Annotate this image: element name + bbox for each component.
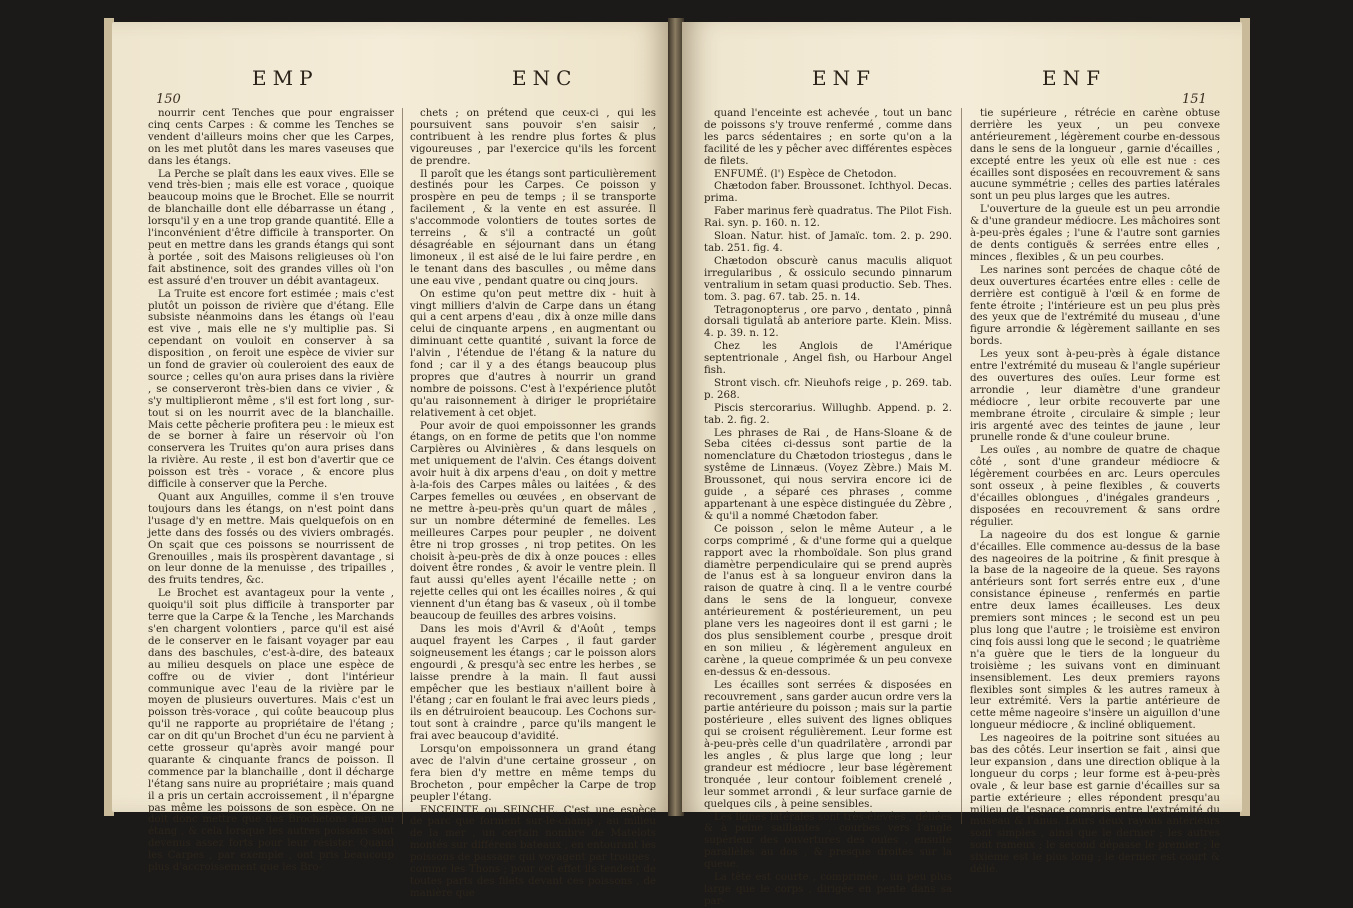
paragraph: Ce poisson , selon le même Auteur , a le corps comprimé , & d'une forme qui a quelque rapport avec la rhomboïdale. Son plus grand diamètre perpendiculaire qui se prend auprès de l'anus est à sa longueur environ dans la raison de quatre à cinq. Il a le ventre courbé dans le sens de la longueur, convexe antérieurement & postérieurement, un peu plane vers les nageoires dont il est garni ; le dos plus sensiblement courbe , presque droit en son milieu , & légèrement anguleux en carène , la queue comprimée & un peu convexe en-dessus & en-dessous. <box>704 523 952 678</box>
paragraph: Le Brochet est avantageux pour la vente , quoiqu'il soit plus difficile à transporter par terre que la Carpe & la Tenche , les Marchands s'en chargent volontiers , parce qu'il est aisé de le conserver en le faisant voyager par eau dans des baschules, c'est-à-dire, des bateaux au milieu desquels on place une espèce de coffre ou de vivier , dont l'intérieur communique avec l'eau de la rivière par le moyen de plusieurs ouvertures. Mais c'est un poisson très-vorace , qui coûte beaucoup plus qu'il ne rapporte au propriétaire de l'étang ; car on dit qu'un Brochet d'un écu ne parvient à cette grosseur qu'après avoir mangé pour quarante & cinquante francs de poisson. Il commence par la blanchaille , dont il décharge l'étang sans nuire au propriétaire ; mais quand il a pris un certain accroissement , il n'épargne pas même les poissons de son espèce. On ne doit donc mettre que des Brochetons dans un étang , & cela lorsque les autres poissons sont devenus assez forts pour leur résister. Quand les Carpes , par exemple , ont pris beaucoup plus d'accroissement que les Bro- <box>148 588 394 874</box>
paragraph: Les phrases de Rai , de Hans-Sloane & de Seba citées ci-dessus sont partie de la nomenclature du Chætodon triostegus , dans le systême de Linnæus. (Voyez Zèbre.) Mais M. Broussonet, qui nous servira encore ici de guide , a séparé ces phrases , comme appartenant à une espèce distinguée du Zèbre , & qu'il a nommé Chætodon faber. <box>704 427 952 522</box>
paragraph: Sloan. Natur. hist. of Jamaïc. tom. 2. p. 290. tab. 251. fig. 4. <box>704 231 952 254</box>
paragraph: Il paroît que les étangs sont particulièrement destinés pour les Carpes. Ce poisson y prospère en peu de temps ; il se transporte facilement , & la vente en est assurée. Il s'accommode volontiers de toutes sortes de terreins , & s'il a contracté un goût désagréable en séjournant dans un étang limoneux , il est aisé de le lui faire perdre , en le tenant dans des basculles , ou même dans une eau vive , pendant quatre ou cinq jours. <box>410 168 656 287</box>
running-header-left-2: ENC <box>512 66 578 90</box>
paragraph: Quant aux Anguilles, comme il s'en trouve toujours dans les étangs, on n'est point dans l'usage d'y en mettre. Mais quelquefois on en jette dans des fossés ou des viviers ombragés. On sçait que ces poissons se nourrissent de Grenouilles , mais ils prospèrent davantage , si on leur donne de la menuisse , des tripailles , des fruits tendres, &c. <box>148 492 394 587</box>
paragraph: Stront visch. cfr. Nieuhofs reige , p. 269. tab. p. 268. <box>704 377 952 401</box>
paragraph: Les écailles sont serrées & disposées en recouvrement , sans garder aucun ordre vers la partie antérieure du poisson ; mais sur la partie postérieure , elles suivent des lignes obliques qui se croisent régulièrement. Leur forme est à-peu-près celle d'un quadrilatère , arrondi par les angles , & plus large que long ; leur grandeur est médiocre , leur base légèrement tronquée , leur contour foiblement crenelé , leur sommet arrondi , & leur surface garnie de quelques cils , à peine sensibles. <box>704 679 952 810</box>
paragraph: ENCEINTE ou SEINCHE. C'est une espèce de parc que forment sur-le-champ , au milieu de la mer , un certain nombre de Matelots montés sur différens bateaux , en entourant les poissons de passage qui voyagent par troupes , comme les Thons ; pour cet effet ils tendent de toutes parts des filets devant ces poissons , de manière que <box>410 804 656 899</box>
right-page-column-1 <box>704 108 952 907</box>
paragraph: Les narines sont percées de chaque côté de deux ouvertures écartées entre elles : celle de derrière est contiguë à l'œil & en forme de fente étroite ; l'intérieure est un peu plus près des yeux que de l'extrémité du museau , d'une figure arrondie & légèrement saillante en ses bords. <box>970 264 1220 348</box>
paragraph: ENFUMÉ. (l') Espèce de Chetodon. <box>714 168 897 180</box>
paragraph: Dans les mois d'Avril & d'Août , temps auquel frayent les Carpes , il faut garder soigneusement les étangs ; car le poisson alors engourdi , & presqu'à sec entre les herbes , se laisse prendre à la main. Il faut aussi empêcher que les bestiaux n'aillent boire à l'étang ; car en foulant le frai avec leurs pieds , ils en détruiroient beaucoup. Les Cochons sur-tout sont à craindre , parce qu'ils mangent le frai avec beaucoup d'avidité. <box>410 623 656 743</box>
right-page <box>682 22 1242 907</box>
running-header-right-2: ENF <box>1042 66 1106 90</box>
left-page-column-1 <box>148 108 394 874</box>
paragraph: Pour avoir de quoi empoissonner les grands étangs, on en forme de petits que l'on nomme Carpières ou Alvinières , & dans lesquels on met uniquement de l'alvin. Ces étangs doivent avoir huit à dix arpens d'eau , on doit y mettre à-la-fois des Carpes mâles ou laitées , & des Carpes femelles ou œuvées , en observant de ne mettre à-peu-près qu'un quart de mâles , sur un nombre déterminé de femelles. Les meilleures Carpes pour peupler , ne doivent être ni trop grosses , ni trop petites. On les choisit à-peu-près de dix à onze pouces : elles doivent être rondes , & avoir le ventre plein. Il faut aussi qu'elles ayent l'écaille nette ; on rejette celles qui ont les écailles noires , & qui viennent d'un étang bas & vaseux , où il tombe beaucoup de feuilles des arbres voisins. <box>410 420 656 623</box>
paragraph: L'ouverture de la gueule est un peu arrondie & d'une grandeur médiocre. Les mâchoires sont à-peu-près égales ; l'une & l'autre sont garnies de dents contiguës & serrées entre elles , minces , flexibles , & un peu courbes. <box>970 204 1220 263</box>
paragraph: La nageoire du dos est longue & garnie d'écailles. Elle commence au-dessus de la base des nageoires de la poitrine , & finit presque à la base de la nageoire de la queue. Ses rayons antérieurs sont fort serrés entre eux , d'une consistance épineuse , renfermés en partie entre deux lames écailleuses. Les deux premiers sont minces ; le second est un peu plus long que l'autre ; le troisième est environ cinq fois aussi long que le second ; le quatrième n'a guère que le tiers de la longueur du troisième ; les suivans vont en diminuant insensiblement. Les deux premiers rayons flexibles sont simples & les autres rameux à leur extrémité. Vers la partie antérieure de cette même nageoire s'insère un aiguillon d'une longueur médiocre , & incliné obliquement. <box>970 529 1220 732</box>
paragraph: La tête est courte , comprimée , un peu plus large que le corps , dirigée en pente dans sa par- <box>704 872 952 907</box>
paragraph: nourrir cent Tenches que pour engraisser cinq cents Carpes : & comme les Tenches se vendent d'ailleurs moins cher que les Carpes, on les met plutôt dans les mares vaseuses que dans les étangs. <box>148 108 394 167</box>
left-page <box>112 22 670 899</box>
running-header-left-1: EMP <box>252 66 319 90</box>
column-divider-right <box>961 108 962 824</box>
paragraph: tie supérieure , rétrécie en carène obtuse derrière les yeux , un peu convexe antérieurement , légèrement courbe en-dessous dans le sens de la longueur , garnie d'écailles , excepté entre les yeux où elle est nue : ces écailles sont disposées en recouvrement & sans aucune symmétrie ; celles des parties latérales sont un peu plus larges que les autres. <box>970 108 1220 203</box>
page-number-left: 150 <box>156 92 181 107</box>
paragraph: Tetragonopterus , ore parvo , dentato , pinnâ dorsali tigulatâ ab anteriore parte. Klein. Miss. 4. p. 39. n. 12. <box>704 304 952 340</box>
paragraph: La Truite est encore fort estimée ; mais c'est plutôt un poisson de rivière que d'étang. Elle subsiste néanmoins dans les étangs où l'eau est vive , mais elle ne s'y multiplie pas. Si cependant on vouloit en conserver à sa disposition , on feroit une espèce de vivier sur un fond de gravier où couleroient des eaux de source ; celles qu'on aura prises dans la rivière , se conserveront très-bien dans ce vivier , & s'y multiplieront même , s'il est fort long , sur-tout si on les nourrit avec de la blanchaille. Mais cette pêcherie profitera peu : le mieux est de se borner à faire un réservoir où l'on conservera les Truites qu'on aura prises dans la rivière. Au reste , il est bon d'avertir que ce poisson est très - vorace , & encore plus difficile à conserver que la Perche. <box>148 288 394 491</box>
left-page-column-2 <box>410 108 656 899</box>
paragraph: Chætodon faber. Broussonet. Ichthyol. Decas. prima. <box>704 181 952 205</box>
running-header-right-1: ENF <box>812 66 876 90</box>
paragraph: chets ; on prétend que ceux-ci , qui les poursuivent sans pouvoir s'en saisir , contribuent à les rendre plus fortes & plus vigoureuses , par l'exercice qu'ils les forcent de prendre. <box>410 108 656 167</box>
paragraph: Les nageoires de la poitrine sont situées au bas des côtés. Leur insertion se fait , ainsi que leur expansion , dans une direction oblique à la longueur du corps ; leur forme est à-peu-près ovale , & leur base est garnie d'écailles sur sa partie extérieure ; elles répondent presqu'au milieu de l'espace compris entre l'extrémité du museau & l'anus. Leurs deux rayons antérieurs sont simples , ainsi que le dernier ; les autres sont rameux ; le second dépasse le premier ; le sixième est le plus long ; le dernier est court & délié. <box>970 733 1220 876</box>
paragraph: On estime qu'on peut mettre dix - huit à vingt milliers d'alvin de Carpe dans un étang qui a cent arpens d'eau , dix à onze mille dans celui de cinquante arpens , en augmentant ou diminuant cette quantité , suivant la force de l'alvin , l'étendue de l'étang & la nature du fond ; car il y a des étangs beaucoup plus propres que d'autres à nourrir un grand nombre de poissons. C'est à l'expérience plutôt qu'au raisonnement à diriger le propriétaire relativement à cet objet. <box>410 288 656 419</box>
paragraph: Les yeux sont à-peu-près à égale distance entre l'extrémité du museau & l'angle supérieur des ouvertures des ouïes. Leur forme est arrondie , leur diamètre d'une grandeur médiocre , leur orbite recouverte par une membrane étroite , circulaire & simple ; leur iris argenté avec des teintes de jaune , leur prunelle ronde & d'une couleur brune. <box>970 349 1220 444</box>
column-divider-left <box>402 108 403 824</box>
paragraph: Faber marinus ferè quadratus. The Pilot Fish. Rai. syn. p. 160. n. 12. <box>704 206 952 230</box>
paragraph: La Perche se plaît dans les eaux vives. Elle se vend très-bien ; mais elle est vorace , quoique beaucoup moins que le Brochet. Elle se nourrit de blanchaille dont elle débarrasse un étang , lorsqu'il y en a une trop grande quantité. Elle a l'inconvénient d'être difficile à transporter. On peut en mettre dans les grands étangs qui sont à portée , soit des Maisons religieuses où l'on fait abstinence, soit des grandes villes où l'on est assuré d'en trouver un débit avantageux. <box>148 168 394 287</box>
paragraph: Chez les Anglois de l'Amérique septentrionale , Angel fish, ou Harbour Angel fish. <box>704 341 952 377</box>
paragraph: Piscis stercorarius. Willughb. Append. p. 2. tab. 2. fig. 2. <box>704 402 952 426</box>
paragraph: Chætodon obscurè canus maculis aliquot irregularibus , & ossiculo secundo pinnarum ventralium in setam quasi productio. Seb. Thes. tom. 3. pag. 67. tab. 25. n. 14. <box>704 255 952 303</box>
page-number-right: 151 <box>1182 92 1207 107</box>
paragraph: Les ouïes , au nombre de quatre de chaque côté , sont d'une grandeur médiocre & légèrement courbées en arc. Leurs opercules sont osseux , à peine flexibles , & couverts d'écailles oblongues , d'inégales grandeurs , disposées en recouvrement & sans ordre régulier. <box>970 445 1220 528</box>
right-page-column-2 <box>970 108 1220 876</box>
paragraph: Les lignes latérales sont très-élevées , déliées & à peine saillantes , courbes vers l'angle supérieur des ouvertures des ouïes , ensuite parallèles au dos , & presque droites sur la queue. <box>704 811 952 871</box>
paragraph: quand l'enceinte est achevée , tout un banc de poissons s'y trouve renfermé , comme dans les parcs sédentaires ; en sorte qu'on a la facilité de les y pêcher avec différentes espèces de filets. <box>704 108 952 167</box>
paragraph: Lorsqu'on empoissonnera un grand étang avec de l'alvin d'une certaine grosseur , on fera bien d'y mettre en même temps du Brocheton , pour empêcher la Carpe de trop peupler l'étang. <box>410 744 656 803</box>
